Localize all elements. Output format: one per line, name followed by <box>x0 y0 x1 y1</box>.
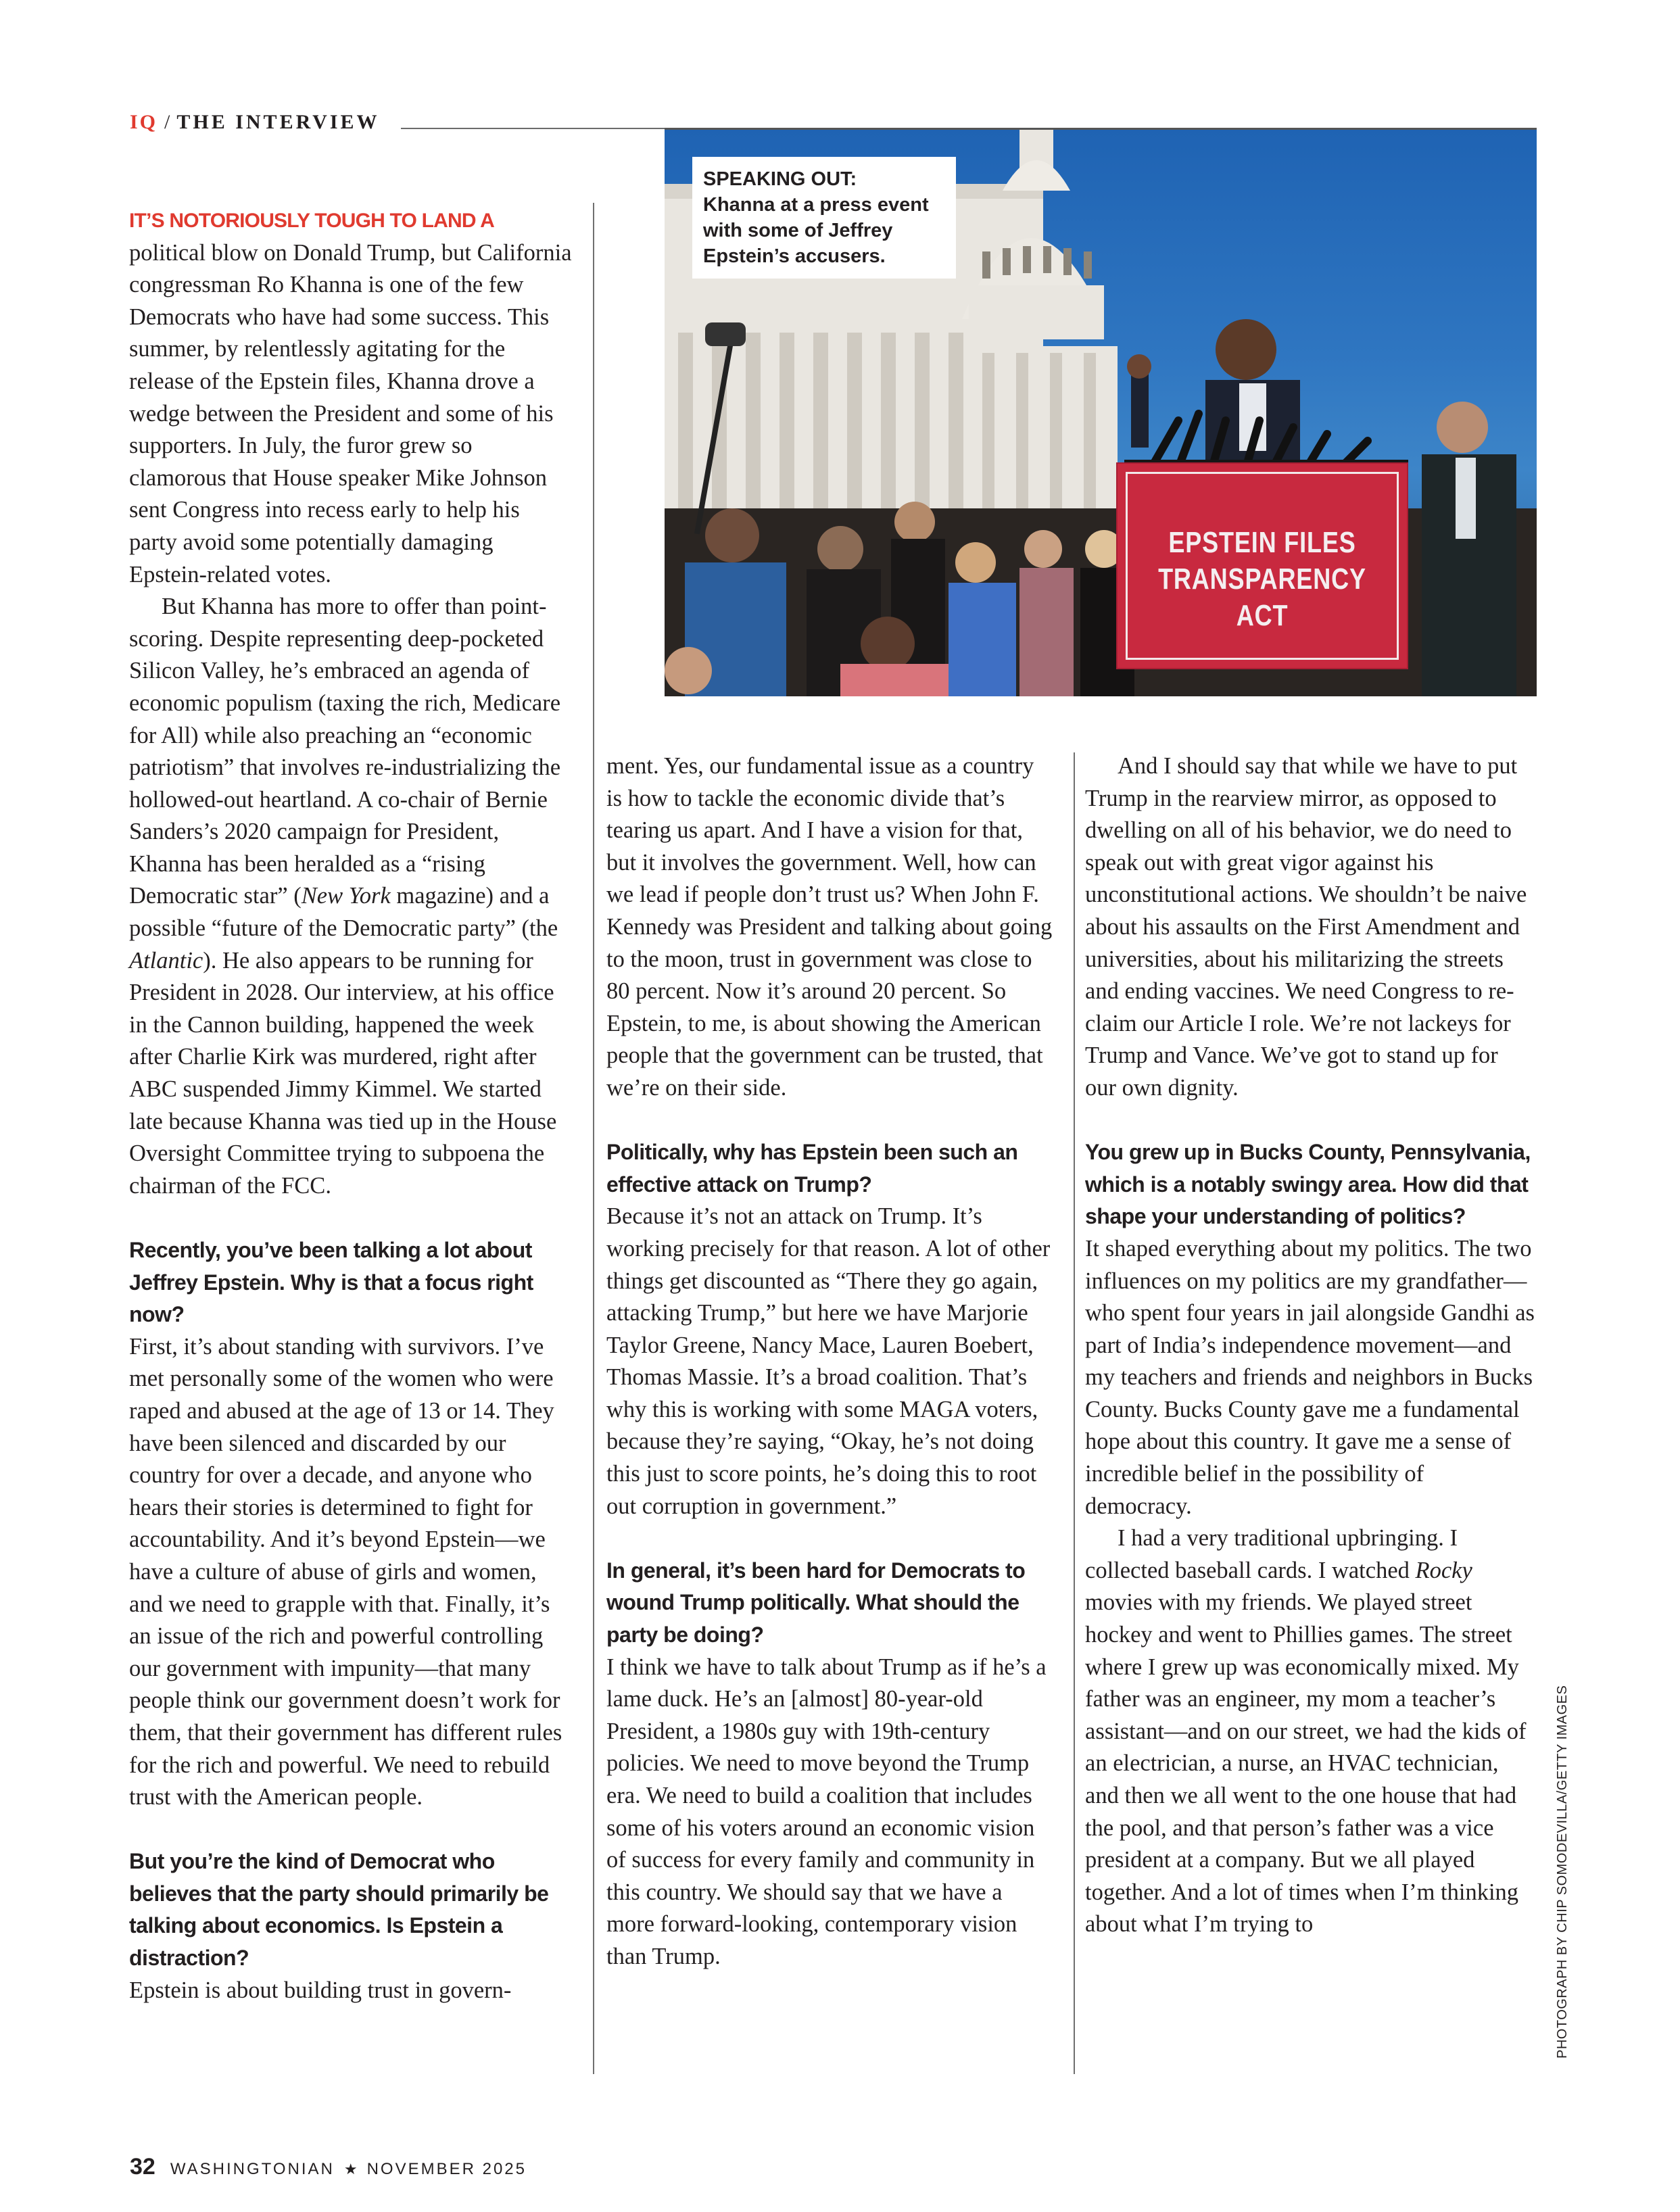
publication-name: New York <box>301 883 391 909</box>
section-header <box>130 107 380 134</box>
section-label: IQ <box>130 111 158 133</box>
answer-5-paragraph-2 <box>1085 1522 1535 1941</box>
podium-sign <box>1116 462 1408 669</box>
answer-4-continued: And I should say that while we have to put Trump in the rearview mirror, as opposed to dwelling on all of his behavior, we do need to speak out with great vigor against his unconstitutional actions. We shouldn’t be naive about his assaults on the First Amendment and universities, about his militarizing the streets and ending vaccines. We need Congress to reclaim our Article I role. We’re not lackeys for Trump and Vance. We’ve got to stand up for our own dignity. <box>1085 753 1527 1101</box>
sign-text <box>1152 525 1372 634</box>
header-separator: / <box>164 111 170 133</box>
answer-2-start: Epstein is about building trust in govern- <box>129 1977 512 2003</box>
answer-2-continued: ment. Yes, our fundamental issue as a country is how to tackle the economic divide that’s tearing us apart. And I have a vision for that, but it involves the government. Well, how can we lead if people don’t trust us? When John F. Kennedy was President and talking about going to the moon, trust in government was close to 80 percent. Now it’s around 20 percent. So Epstein, to me, is about showing the American people that the government can be trusted, that we’re on their side. <box>606 753 1053 1101</box>
intro-paragraph <box>129 204 572 591</box>
intro-text: political blow on Donald Trump, but California congressman Ro Khanna is one of the few Democrats who have had some success. This summer, by relentlessly agitating for the release of the Epstein files, Khanna drove a wedge between the President and some of his supporters. In July, the furor grew so clamorous that House speaker Mike Johnson sent Congress into recess early to help his party avoid some potentially damaging Epstein-related votes. <box>129 239 572 587</box>
question-1: Recently, you’ve been talking a lot about Jeffrey Epstein. Why is that a focus right now? <box>129 1238 533 1327</box>
question-4: In general, it’s been hard for Democrats to wound Trump politically. What should the party be doing? <box>606 1558 1026 1648</box>
article-photo <box>665 130 1537 696</box>
answer-3: Because it’s not an attack on Trump. It’s working precisely for that reason. A lot of other things get discounted as “There they go again, attacking Trump,” but here we have Marjorie Taylor Greene, Nancy Mace, Lauren Boebert, Thomas Massie. It’s a broad coalition. That’s why this is working with some MAGA voters, because they’re saying, “Okay, he’s not doing this just to score points, he’s doing this to root out corruption in government.” <box>606 1203 1051 1519</box>
answer-1: First, it’s about standing with survivors. I’ve met personally some of the women who were raped and abused at the age of 13 or 14. They have been silenced and discarded by our country for over a decade, and anyone who hears their stories is determined to fight for accountability. And it’s beyond Epstein—we have a culture of abuse of girls and women, and we need to grapple with that. Finally, it’s an issue of the rich and powerful controlling our government with impunity—that many people think our government doesn’t work for them, that their government has different rules for the rich and powerful. We need to rebuild trust with the American people. <box>129 1333 562 1810</box>
publication-name: Atlantic <box>129 947 203 973</box>
question-2: But you’re the kind of Democrat who believes that the party should primarily be talking about economics. Is Epstein a distraction? <box>129 1849 549 1971</box>
article-column-2 <box>606 750 1053 1973</box>
page-number: 32 <box>130 2154 155 2180</box>
header-rule <box>401 128 665 129</box>
photo-caption <box>692 157 956 279</box>
caption-head: SPEAKING OUT: <box>703 168 857 190</box>
article-column-1 <box>129 204 572 2006</box>
answer-5b-text-a: I had a very traditional upbringing. I collected baseball cards. I watched <box>1085 1525 1458 1583</box>
sign-border <box>1126 472 1399 660</box>
answer-4: I think we have to talk about Trump as if he’s a lame duck. He’s an [almost] 80-year-old President, a 1980s guy with 19th-century policies. We need to move beyond the Trump era. We need to build a coalition that includes some of his voters around an economic vision of success for every family and community in this country. We should say that we have a more forward-looking, contemporary vision than Trump. <box>606 1654 1047 1969</box>
sign-line-1: EPSTEIN FILES <box>1168 526 1356 559</box>
article-column-3 <box>1085 750 1535 1941</box>
caption-body: Khanna at a press event with some of Jeffrey Epstein’s accusers. <box>703 194 929 267</box>
sign-line-2: TRANSPARENCY ACT <box>1158 562 1366 632</box>
lede-caps: IT’S NOTORIOUSLY TOUGH TO LAND A <box>129 210 495 232</box>
question-3: Politically, why has Epstein been such an effective attack on Trump? <box>606 1140 1018 1197</box>
answer-5: It shaped everything about my politics. The two influences on my politics are my grandfather—who spent four years in jail alongside Gandhi as part of India’s independence movement—and my teachers and friends and neighbors in Bucks County. Bucks County gave me a fundamental hope about this country. It gave me a sense of incredible belief in the possibility of democracy. <box>1085 1235 1535 1519</box>
issue-date: NOVEMBER 2025 <box>366 2160 527 2178</box>
column-divider-2 <box>1074 752 1075 2074</box>
movie-title: Rocky <box>1415 1557 1472 1583</box>
answer-5b-text-b: movies with my friends. We played street hockey and went to Phillies games. The street where I grew up was economically mixed. My father was an engineer, my mom a teacher’s assistant—and on our street, we had the kids of an electrician, a nurse, an HVAC technician, and then we all went to the one house that had the pool, and that person’s father was a vice president at a company. But we all played together. And a lot of times when I’m thinking about what I’m trying to <box>1085 1589 1527 1938</box>
column-divider-1 <box>593 203 594 2074</box>
publication-name-footer: WASHINGTONIAN <box>170 2160 335 2178</box>
section-title: THE INTERVIEW <box>176 111 380 133</box>
intro-2-text-a: But Khanna has more to offer than point-scoring. Despite representing deep-pocketed Silicon Valley, he’s embraced an agenda of economic populism (taxing the rich, Medicare for All) while also preaching an “economic patriotism” that involves re-industrializing the hollowed-out heartland. A co-chair of Bernie Sanders’s 2020 campaign for President, Khanna has been heralded as a “rising Democratic star” ( <box>129 594 561 909</box>
photo-credit: PHOTOGRAPH BY CHIP SOMODEVILLA/GETTY IMAGES <box>1555 1685 1570 2059</box>
page-footer <box>130 2154 527 2180</box>
star-icon: ★ <box>343 2161 358 2178</box>
intro-paragraph-2 <box>129 591 572 1202</box>
question-5: You grew up in Bucks County, Pennsylvania, which is a notably swingy area. How did that shape your understanding of politics? <box>1085 1140 1531 1229</box>
intro-2-text-c: ). He also appears to be running for President in 2028. Our interview, at his office in the Cannon building, happened the week after Charlie Kirk was murdered, right after ABC suspended Jimmy Kimmel. We started late because Khanna was tied up in the House Oversight Committee trying to subpoena the chairman of the FCC. <box>129 947 557 1199</box>
intro-2-text-b: magazine) and a possible “future of the Democratic party” (the <box>129 883 558 942</box>
